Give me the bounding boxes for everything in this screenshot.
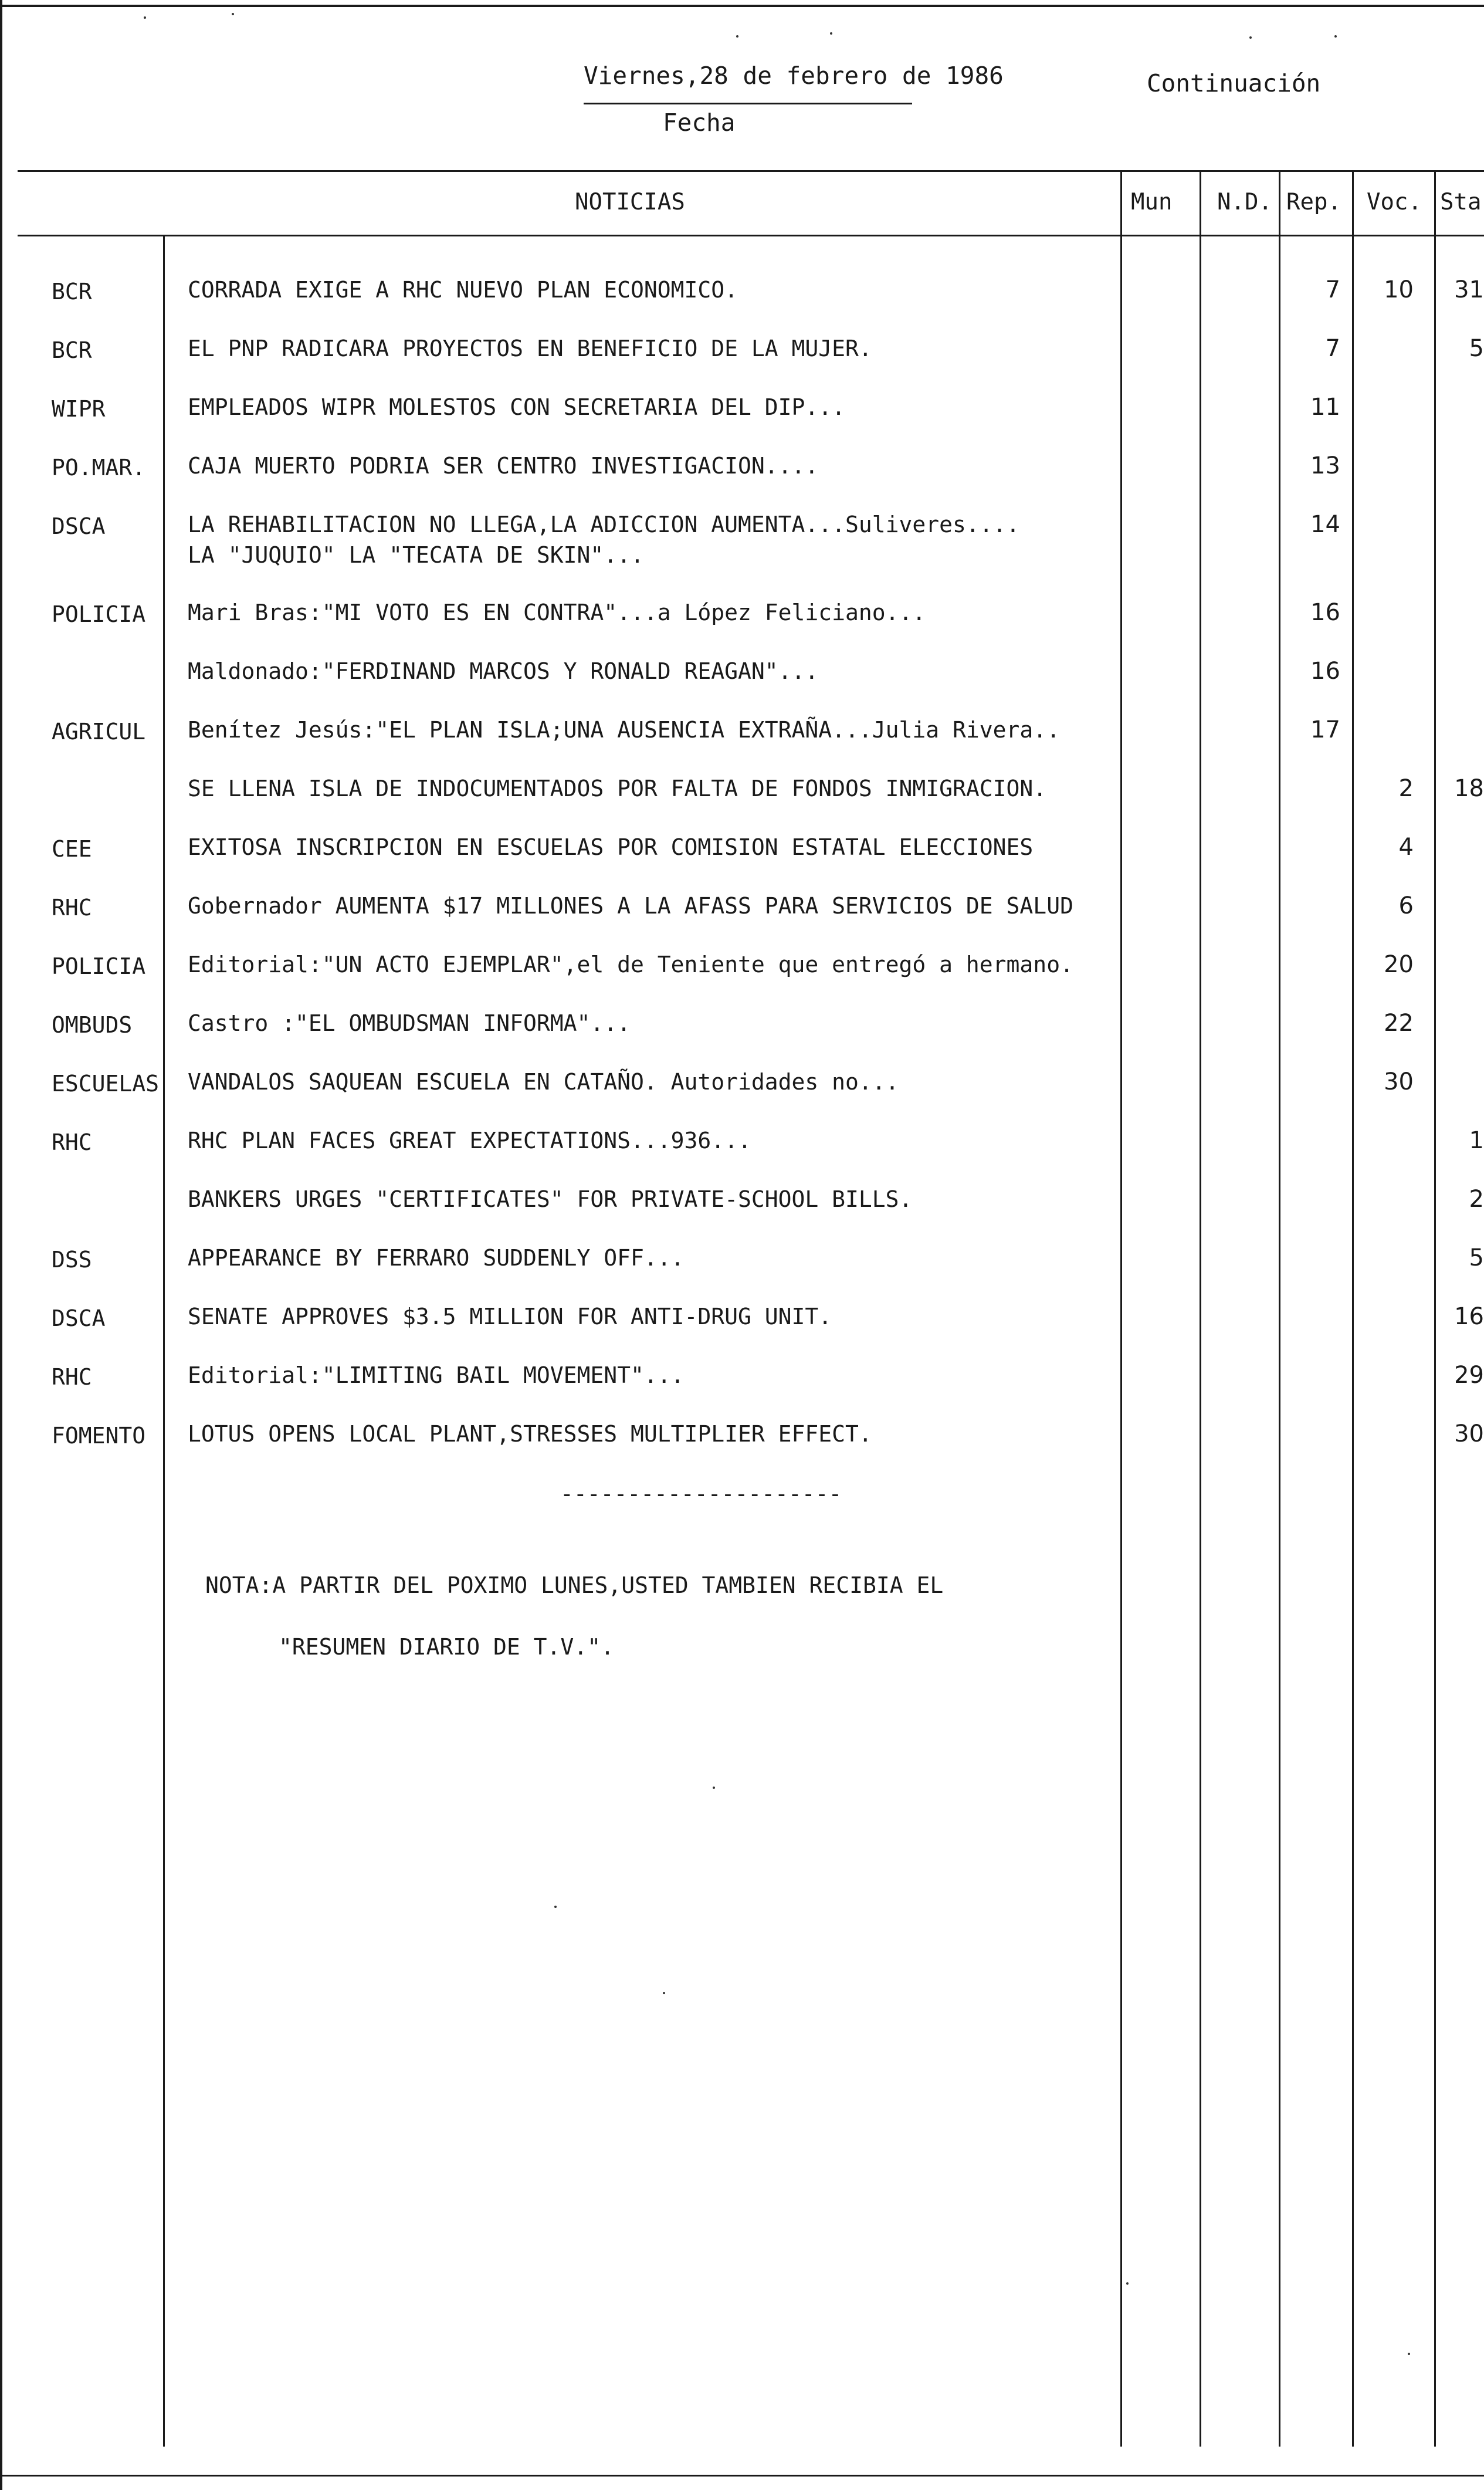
row-source: RHC	[52, 1364, 92, 1390]
row-source: ESCUELAS	[52, 1071, 160, 1097]
scan-speck	[1249, 36, 1252, 39]
top-edge-rule	[0, 5, 1484, 7]
row-headline: LA REHABILITACION NO LLEGA,LA ADICCION AUMENTA...Suliveres.... LA "JUQUIO" LA "TECATA DE SKIN"...	[188, 512, 1020, 568]
report-date: Viernes,28 de febrero de 1986	[584, 62, 1004, 90]
row-headline: Mari Bras:"MI VOTO ES EN CONTRA"...a López Feliciano...	[188, 600, 926, 625]
row-rep-value: 7	[1325, 335, 1340, 362]
closing-separator: ---------------------	[560, 1481, 842, 1507]
fecha-label: Fecha	[663, 109, 736, 137]
scan-speck	[1408, 2353, 1410, 2355]
row-rep-value: 14	[1310, 511, 1340, 538]
row-headline: Maldonado:"FERDINAND MARCOS Y RONALD REAGAN"...	[188, 658, 819, 684]
scan-speck	[232, 13, 234, 15]
row-voc-value: 10	[1384, 276, 1414, 303]
row-source: OMBUDS	[52, 1012, 133, 1038]
row-voc-value: 2	[1398, 775, 1414, 802]
scan-speck	[830, 32, 832, 35]
scan-speck	[144, 16, 146, 19]
note-line-1: NOTA:A PARTIR DEL POXIMO LUNES,USTED TAMBIEN RECIBIA EL	[205, 1572, 944, 1598]
row-sta-value: 5	[1469, 335, 1484, 362]
row-rep-value: 16	[1310, 599, 1340, 626]
row-sta-value: 16	[1454, 1303, 1484, 1330]
scan-speck	[713, 1787, 715, 1789]
row-headline: Castro :"EL OMBUDSMAN INFORMA"...	[188, 1010, 631, 1036]
row-source: POLICIA	[52, 953, 146, 979]
row-source: CEE	[52, 836, 92, 862]
row-sta-value: 5	[1469, 1244, 1484, 1271]
row-headline: Gobernador AUMENTA $17 MILLONES A LA AFASS PARA SERVICIOS DE SALUD	[188, 893, 1073, 919]
scan-speck	[1334, 35, 1337, 38]
column-header-nd: N.D.	[1217, 189, 1272, 215]
row-headline: Editorial:"UN ACTO EJEMPLAR",el de Teniente que entregó a hermano.	[188, 952, 1073, 977]
row-sta-value: 29	[1454, 1362, 1484, 1389]
row-headline: EXITOSA INSCRIPCION EN ESCUELAS POR COMISION ESTATAL ELECCIONES	[188, 834, 1034, 860]
left-edge-rule	[0, 0, 2, 2490]
column-header-rep: Rep.	[1286, 189, 1341, 215]
rep-column-divider	[1279, 170, 1280, 2447]
row-voc-value: 20	[1384, 951, 1414, 978]
row-rep-value: 13	[1310, 452, 1340, 479]
row-source: DSCA	[52, 1305, 106, 1331]
row-source: RHC	[52, 1129, 92, 1155]
row-headline: EL PNP RADICARA PROYECTOS EN BENEFICIO DE LA MUJER.	[188, 336, 872, 361]
row-sta-value: 18	[1454, 775, 1484, 802]
row-headline: SE LLENA ISLA DE INDOCUMENTADOS POR FALTA DE FONDOS INMIGRACION.	[188, 776, 1047, 801]
mun-column-divider	[1120, 170, 1122, 2447]
row-headline: Editorial:"LIMITING BAIL MOVEMENT"...	[188, 1362, 685, 1388]
row-sta-value: 1	[1469, 1127, 1484, 1154]
source-column-divider	[163, 235, 165, 2447]
row-rep-value: 16	[1310, 658, 1340, 685]
row-voc-value: 6	[1398, 892, 1414, 919]
row-sta-value: 2	[1469, 1186, 1484, 1213]
continuation-label: Continuación	[1147, 69, 1321, 97]
scan-speck	[554, 1906, 557, 1908]
row-source: DSCA	[52, 513, 106, 539]
nd-column-divider	[1200, 170, 1201, 2447]
row-voc-value: 22	[1384, 1010, 1414, 1037]
row-source: FOMENTO	[52, 1423, 146, 1449]
row-source: WIPR	[52, 396, 106, 422]
row-headline: Benítez Jesús:"EL PLAN ISLA;UNA AUSENCIA EXTRAÑA...Julia Rivera..	[188, 717, 1061, 743]
row-headline: EMPLEADOS WIPR MOLESTOS CON SECRETARIA DEL DIP...	[188, 394, 846, 420]
row-headline: LOTUS OPENS LOCAL PLANT,STRESSES MULTIPLIER EFFECT.	[188, 1421, 872, 1447]
column-header-noticias: NOTICIAS	[575, 189, 685, 215]
row-headline: APPEARANCE BY FERRARO SUDDENLY OFF...	[188, 1245, 685, 1271]
date-underline	[584, 103, 912, 104]
row-headline: SENATE APPROVES $3.5 MILLION FOR ANTI-DRUG UNIT.	[188, 1304, 832, 1329]
row-headline: RHC PLAN FACES GREAT EXPECTATIONS...936...	[188, 1128, 751, 1153]
note-line-2: "RESUMEN DIARIO DE T.V.".	[279, 1634, 614, 1660]
row-headline: BANKERS URGES "CERTIFICATES" FOR PRIVATE-SCHOOL BILLS.	[188, 1186, 913, 1212]
row-source: PO.MAR.	[52, 455, 146, 481]
row-headline: CORRADA EXIGE A RHC NUEVO PLAN ECONOMICO.	[188, 277, 738, 303]
row-headline: VANDALOS SAQUEAN ESCUELA EN CATAÑO. Autoridades no...	[188, 1069, 899, 1095]
row-voc-value: 4	[1398, 834, 1414, 861]
row-voc-value: 30	[1384, 1068, 1414, 1095]
table-top-rule	[18, 170, 1484, 172]
row-source: DSS	[52, 1247, 92, 1273]
row-rep-value: 17	[1310, 716, 1340, 743]
scan-speck	[736, 35, 738, 38]
row-source: BCR	[52, 337, 92, 363]
bottom-edge-rule	[0, 2475, 1484, 2477]
table-header-rule	[18, 235, 1484, 236]
column-header-mun: Mun	[1131, 189, 1173, 215]
row-source: BCR	[52, 279, 92, 305]
row-source: AGRICUL	[52, 719, 146, 745]
scan-speck	[663, 1992, 665, 1994]
row-sta-value: 30	[1454, 1420, 1484, 1447]
voc-column-divider	[1352, 170, 1354, 2447]
row-headline: CAJA MUERTO PODRIA SER CENTRO INVESTIGACION....	[188, 453, 819, 479]
column-header-sta: Sta	[1440, 189, 1482, 215]
row-sta-value: 31	[1454, 276, 1484, 303]
row-rep-value: 11	[1310, 394, 1340, 421]
row-source: RHC	[52, 895, 92, 921]
row-source: POLICIA	[52, 601, 146, 627]
column-header-voc: Voc.	[1367, 189, 1422, 215]
row-rep-value: 7	[1325, 276, 1340, 303]
scan-speck	[1126, 2282, 1129, 2285]
